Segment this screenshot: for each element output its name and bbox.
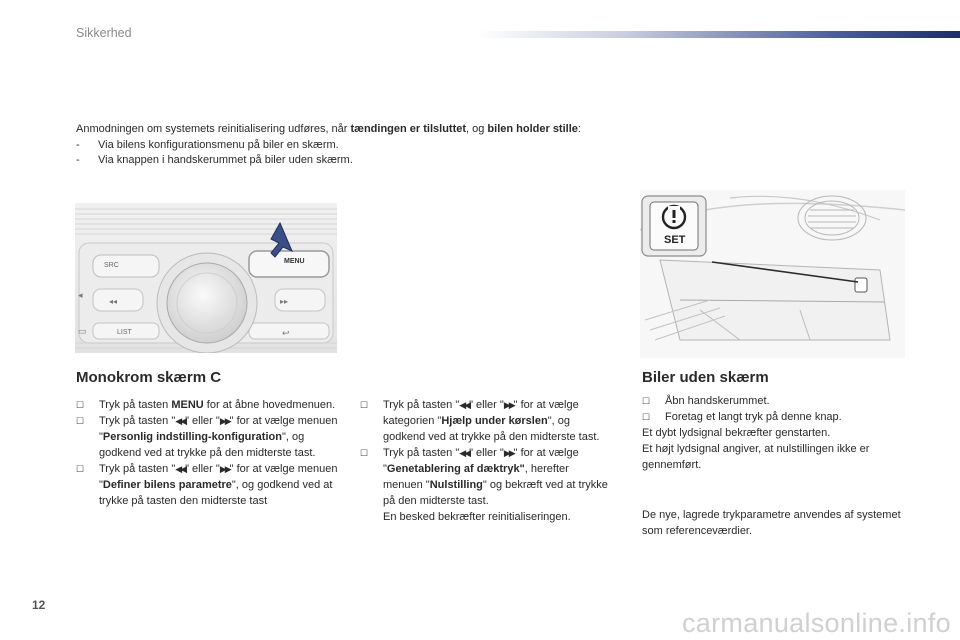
checkbox-icon: ☐ <box>642 396 651 406</box>
step-text: Tryk på tasten " <box>383 399 460 411</box>
step-bold: Personlig indstilling-konfiguration <box>102 431 282 443</box>
step-bold: Hjælp under kørslen <box>441 415 548 427</box>
step-text: " for at vælge menuen " <box>99 463 338 491</box>
intro-bullet: - Via bilens konfigurationsmenu på biler en skærm. <box>76 138 339 151</box>
step-bold: MENU <box>171 399 204 411</box>
step-item <box>642 409 902 425</box>
rewind-icon: ◀◀ <box>459 400 470 410</box>
step-text: ", og godkend ved at trykke på den midterste tast. <box>99 431 316 459</box>
step-text: Åbn handskerummet. <box>665 395 770 407</box>
step-item <box>76 413 346 461</box>
step-text: " for at vælge kategorien " <box>383 399 579 427</box>
step-text: " eller " <box>185 415 220 427</box>
svg-text:↩: ↩ <box>282 328 290 338</box>
menu-button-label: MENU <box>284 258 305 265</box>
step-text: " eller " <box>469 447 504 459</box>
step-text: ", og godkend ved at trykke på den midterste tast. <box>383 415 600 443</box>
watermark: carmanualsonline.info <box>682 608 951 638</box>
step-text: for at åbne hovedmenuen. <box>203 399 336 411</box>
header-title: Sikkerhed <box>76 26 132 40</box>
step-bold: Definer bilens parametre <box>102 479 232 491</box>
intro-bullet-text: Via bilens konfigurationsmenu på biler en skærm. <box>98 138 339 151</box>
step-bold: Genetablering af dæktryk" <box>386 463 525 475</box>
intro-text <box>76 122 636 169</box>
set-button-label: SET <box>664 234 686 246</box>
mono-steps-col2 <box>360 397 610 525</box>
fast-forward-icon: ▶▶ <box>503 448 514 458</box>
reference-values-text: De nye, lagrede trykparametre anvendes af systemet som referenceværdier. <box>642 509 901 537</box>
step-item <box>76 461 346 509</box>
dashboard-menu-photo <box>75 203 337 353</box>
step-bold: Nulstilling <box>429 479 483 491</box>
checkbox-icon: ☐ <box>642 412 651 422</box>
svg-text:◂: ◂ <box>78 290 83 300</box>
fast-forward-icon: ▶▶ <box>219 464 230 474</box>
intro-bullet-text: Via knappen i handskerummet på biler uden skærm. <box>98 154 353 166</box>
step-text: Foretag et langt tryk på denne knap. <box>665 411 842 423</box>
svg-text:▸▸: ▸▸ <box>280 297 289 306</box>
checkbox-icon: ☐ <box>360 448 369 458</box>
list-button-label: LIST <box>117 329 132 336</box>
step-text: " eller " <box>185 463 220 475</box>
checkbox-icon: ☐ <box>360 400 369 410</box>
step-text: " for at vælge " <box>383 447 579 475</box>
biler-signal-text <box>642 425 907 473</box>
step-text: ", og godkend ved at trykke på tasten den midterste tast <box>99 479 333 507</box>
fast-forward-icon: ▶▶ <box>219 416 230 426</box>
rewind-icon: ◀◀ <box>175 464 186 474</box>
rewind-icon: ◀◀ <box>459 448 470 458</box>
checkbox-icon: ☐ <box>76 416 85 426</box>
step-text: Tryk på tasten " <box>99 415 176 427</box>
deep-signal-text: Et dybt lydsignal bekræfter genstarten. <box>642 427 831 439</box>
rewind-icon: ◀◀ <box>175 416 186 426</box>
step-text: Tryk på tasten " <box>99 463 176 475</box>
intro-bold-ignition: tændingen er tilsluttet <box>350 123 467 135</box>
intro-text-c: , og <box>466 123 488 135</box>
step-text: Tryk på tasten <box>99 399 172 411</box>
checkbox-icon: ☐ <box>76 400 85 410</box>
intro-bold-stationary: bilen holder stille <box>487 123 578 135</box>
svg-text:▭: ▭ <box>78 326 87 336</box>
glovebox-set-photo <box>640 190 905 358</box>
step-item <box>360 445 610 525</box>
high-signal-text: Et højt lydsignal angiver, at nulstillingen ikke er gennemført. <box>642 443 870 471</box>
src-button-label: SRC <box>104 262 119 269</box>
intro-bullet: - Via knappen i handskerummet på biler uden skærm. <box>76 154 353 166</box>
step-text: " og bekræft ved at trykke på den midterste tast. <box>383 479 608 507</box>
biler-steps <box>642 393 902 425</box>
checkbox-icon: ☐ <box>76 464 85 474</box>
step-text: " for at vælge menuen " <box>99 415 338 443</box>
intro-colon: : <box>577 123 581 135</box>
step-text: , herefter menuen " <box>383 463 569 491</box>
svg-text:◂◂: ◂◂ <box>109 297 118 306</box>
intro-text-a: Anmodningen om systemets reinitialisering udføres, når <box>76 123 351 135</box>
page-number: 12 <box>32 598 46 612</box>
header-bar <box>478 31 960 38</box>
step-item <box>360 397 610 445</box>
fast-forward-icon: ▶▶ <box>503 400 514 410</box>
step-note: En besked bekræfter reinitialiseringen. <box>383 511 571 523</box>
step-text: " eller " <box>469 399 504 411</box>
section-heading-biler: Biler uden skærm <box>642 369 769 386</box>
step-item <box>642 393 902 409</box>
step-item <box>76 397 346 413</box>
step-text: Tryk på tasten " <box>383 447 460 459</box>
section-heading-mono: Monokrom skærm C <box>76 369 222 386</box>
mono-steps-col1 <box>76 397 346 509</box>
